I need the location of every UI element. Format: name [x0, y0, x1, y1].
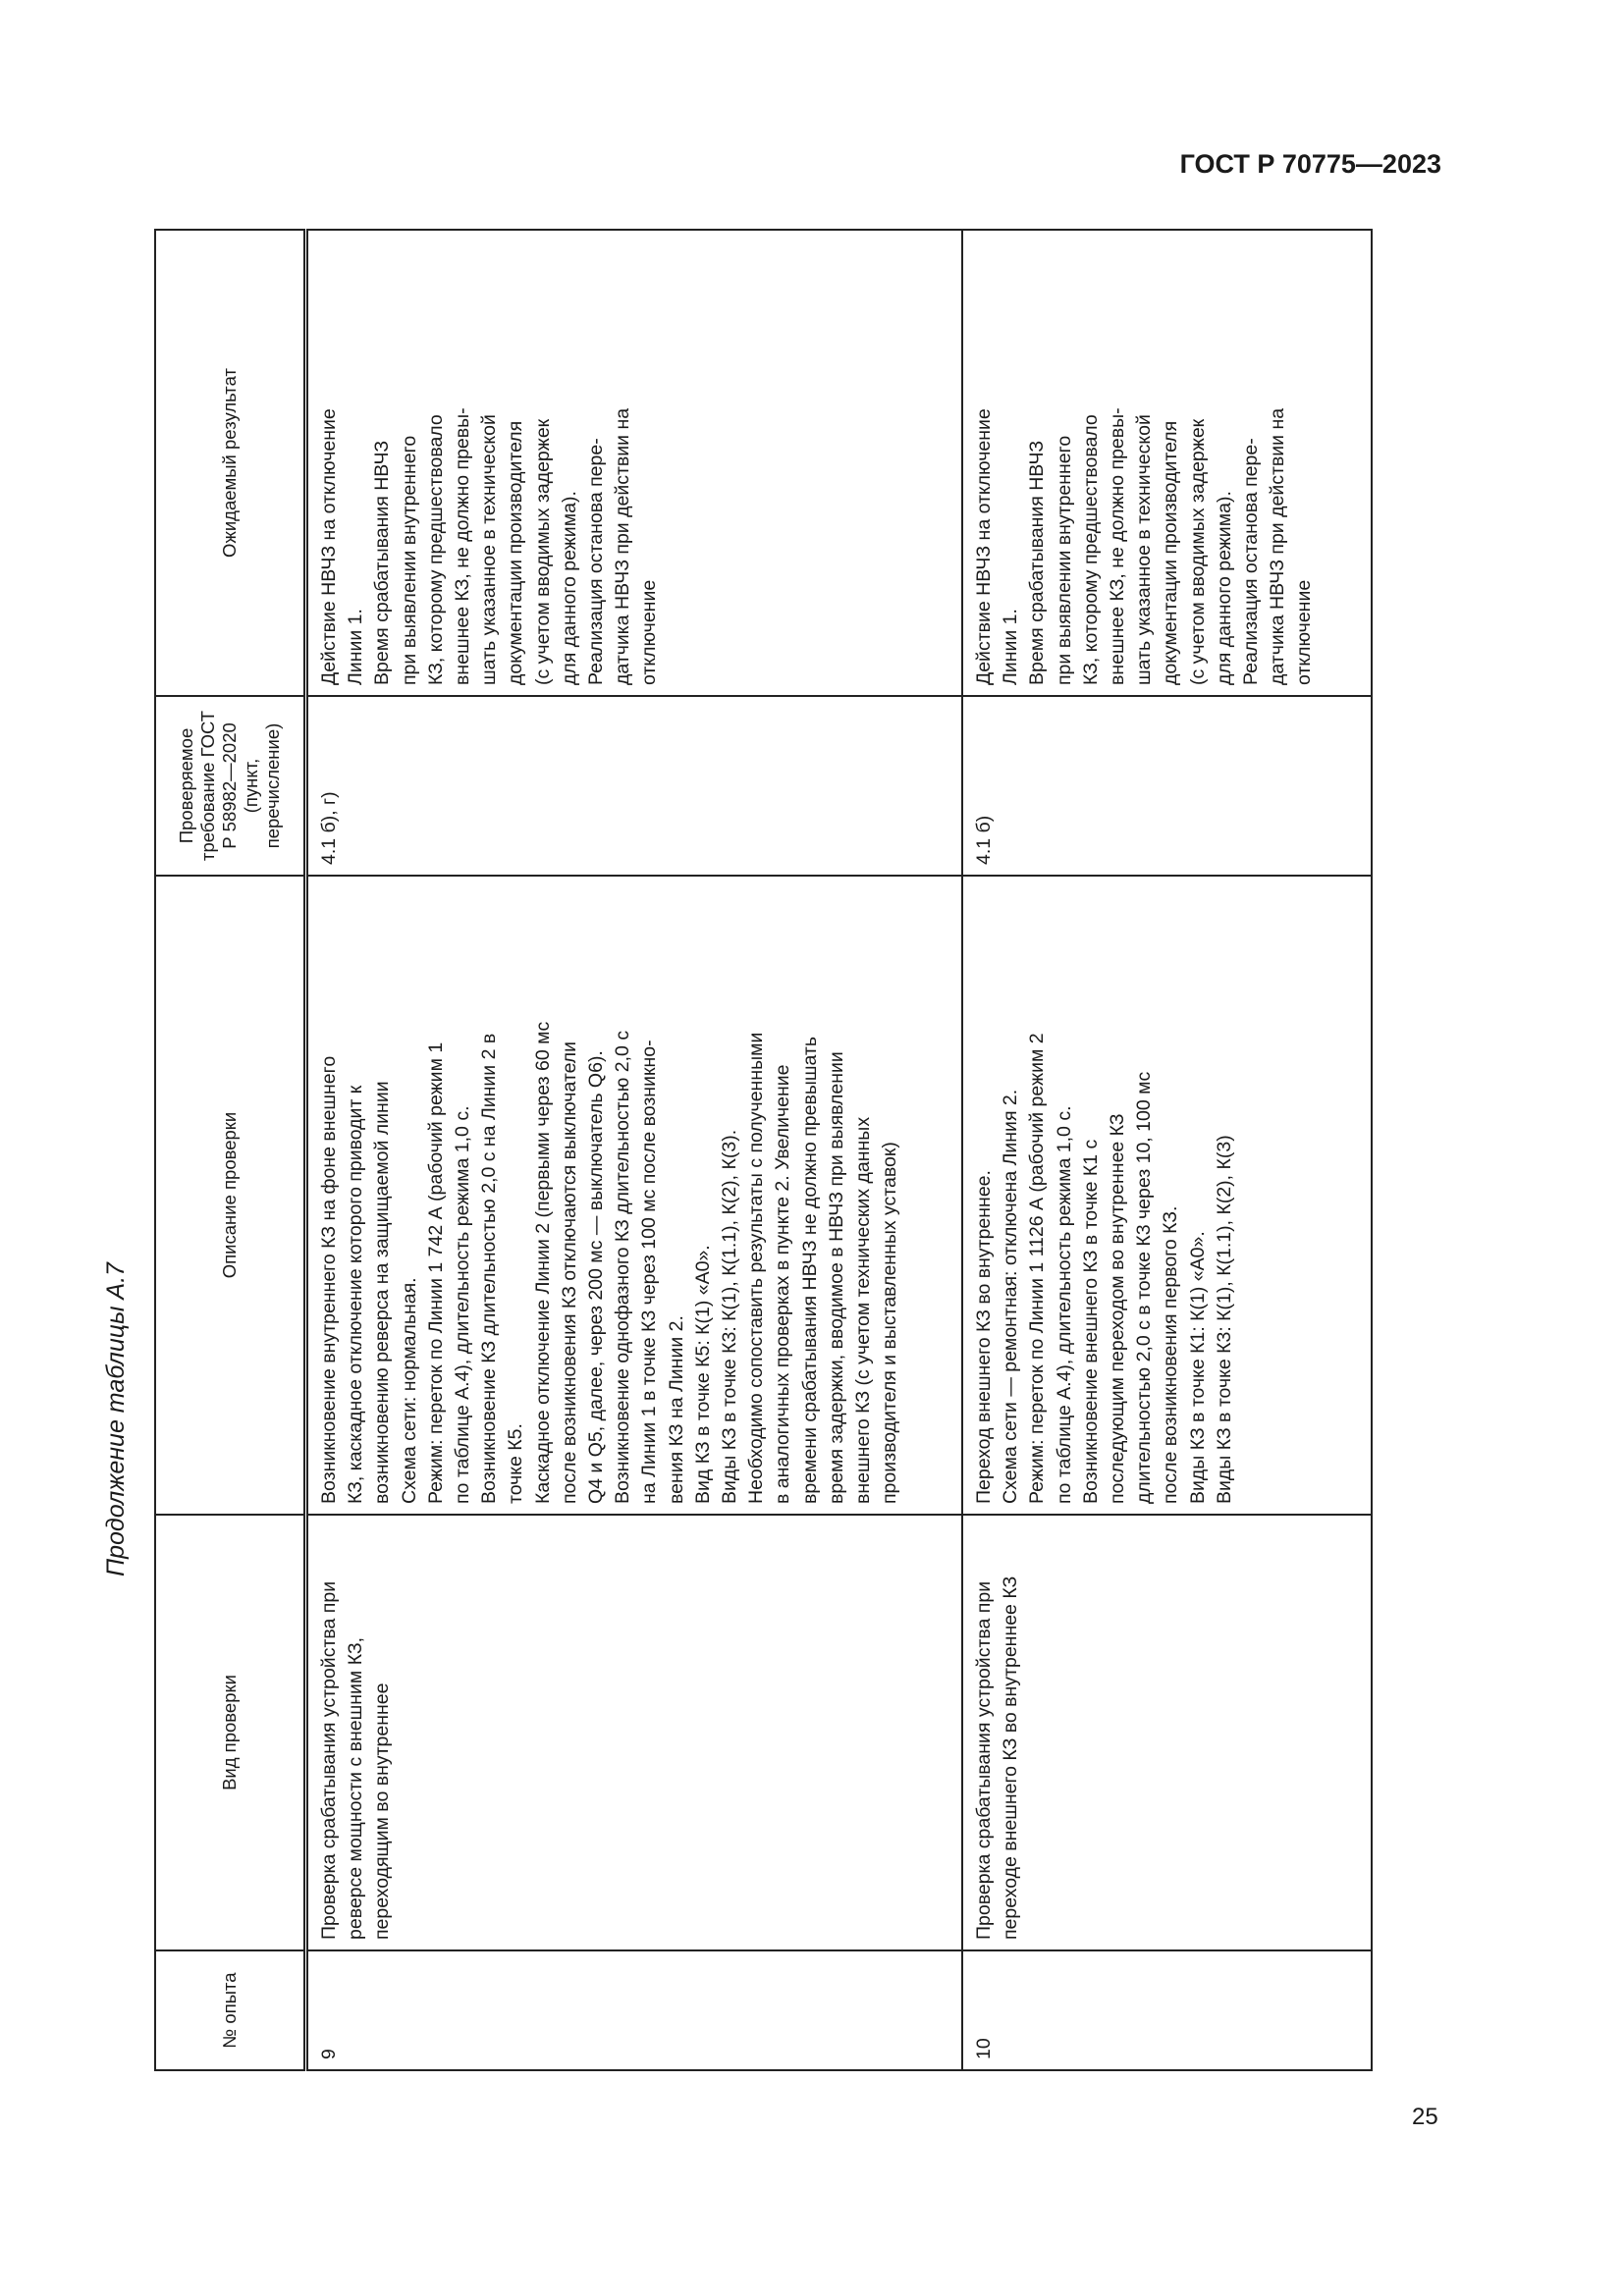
- table-row: [306, 230, 963, 2070]
- text-line: Возникновение внутреннего КЗ на фоне внешнего: [318, 1055, 340, 1504]
- text-line: датчика НВЧЗ при действии на: [1267, 407, 1289, 685]
- header-result: Ожидаемый результат: [155, 230, 306, 696]
- text-line: Схема сети — ремонтная: отключена Линия 2.: [1000, 1089, 1022, 1504]
- text-line: документации производителя: [1160, 420, 1182, 685]
- cell-description: [306, 876, 963, 1515]
- text-line: для данного режима).: [1213, 491, 1235, 685]
- text-line: документации производителя: [505, 420, 527, 685]
- text-line: Необходимо сопоставить результаты с полученными: [745, 1032, 768, 1504]
- text-line: времени срабатывания НВЧЗ не должно превышать: [798, 1037, 821, 1504]
- text-line: отключение: [1293, 579, 1316, 685]
- text-line: по таблице А.4), длительность режима 1,0 с.: [1053, 1105, 1075, 1504]
- text-line: КЗ, которому предшествовало: [1079, 414, 1102, 685]
- text-line: шать указанное в технической: [478, 414, 501, 685]
- header-requirement: Проверяемое требование ГОСТ Р 58982—2020 (пункт, перечисление): [155, 696, 306, 876]
- text-line: после возникновения КЗ отключаются выключатели: [558, 1041, 580, 1504]
- text-line: Возникновение внешнего КЗ в точке К1 с: [1079, 1139, 1102, 1504]
- text-line: производителя и выставленных уставок): [879, 1142, 901, 1504]
- text-line: Схема сети: нормальная.: [398, 1277, 420, 1504]
- table-caption: Продолжение таблицы А.7: [102, 1262, 130, 1576]
- text-line: вения КЗ на Линии 2.: [665, 1315, 687, 1504]
- text-line: КЗ, каскадное отключение которого приводит к: [345, 1085, 367, 1504]
- cell-type: Проверка срабатывания устройства при реверсе мощности с внешним КЗ, переходящим во внутреннее: [306, 1515, 963, 1950]
- text-line: Виды КЗ в точке К1: К(1) «А0».: [1186, 1231, 1209, 1504]
- table-row: [962, 230, 1372, 2070]
- text-line: длительностью 2,0 с в точке К3 через 10, 100 мс: [1133, 1071, 1156, 1504]
- text-line: Виды КЗ в точке К3: К(1), К(1.1), К(2), К(3).: [719, 1129, 741, 1504]
- text-line: датчика НВЧЗ при действии на: [612, 407, 634, 685]
- cell-result: [962, 230, 1372, 696]
- text-line: Время срабатывания НВЧЗ: [371, 440, 394, 685]
- text-line: Действие НВЧЗ на отключение: [318, 408, 340, 685]
- experiments-table: [154, 229, 1373, 2071]
- text-line: последующим переходом во внутреннее КЗ: [1107, 1113, 1129, 1504]
- header-type: Вид проверки: [155, 1515, 306, 1950]
- text-line: Каскадное отключение Линии 2 (первыми через 60 мс: [531, 1021, 554, 1504]
- cell-requirement: 4.1 б): [962, 696, 1372, 876]
- text-line: Виды КЗ в точке К3: К(1), К(1.1), К(2), К(3): [1213, 1135, 1235, 1504]
- text-line: внешнее КЗ, не должно превы-: [1107, 407, 1129, 685]
- cell-requirement: 4.1 б), г): [306, 696, 963, 876]
- cell-num: 9: [306, 1950, 963, 2070]
- text-line: в аналогичных проверках в пункте 2. Увеличение: [772, 1064, 794, 1504]
- text-line: Реализация останова пере-: [585, 438, 608, 685]
- text-line: время задержки, вводимое в НВЧЗ при выявлении: [825, 1051, 847, 1504]
- header-num: № опыта: [155, 1950, 306, 2070]
- text-line: для данного режима).: [558, 491, 580, 685]
- text-line: Режим: переток по Линии 1 1126 А (рабочий режим 2: [1026, 1033, 1049, 1504]
- text-line: при выявлении внутреннего: [1053, 435, 1075, 685]
- text-line: на Линии 1 в точке К3 через 100 мс после возникно-: [638, 1040, 661, 1504]
- text-line: точке К5.: [505, 1423, 527, 1504]
- text-line: (с учетом вводимых задержек: [1186, 418, 1209, 685]
- text-line: внешнего КЗ (с учетом технических данных: [852, 1116, 875, 1504]
- cell-num: 10: [962, 1950, 1372, 2070]
- text-line: Возникновение однофазного КЗ длительностью 2,0 с: [612, 1030, 634, 1504]
- text-line: (с учетом вводимых задержек: [531, 418, 554, 685]
- page-number: 25: [1412, 2104, 1438, 2130]
- rotated-table-container: [154, 231, 1383, 2071]
- text-line: внешнее КЗ, не должно превы-: [452, 407, 474, 685]
- text-line: Линии 1.: [345, 609, 367, 685]
- text-line: шать указанное в технической: [1133, 414, 1156, 685]
- text-line: Линии 1.: [1000, 609, 1022, 685]
- text-line: после возникновения первого КЗ.: [1160, 1205, 1182, 1504]
- text-line: Q4 и Q5, далее, через 200 мс — выключатель Q6).: [585, 1050, 608, 1504]
- text-line: отключение: [638, 579, 661, 685]
- text-line: Режим: переток по Линии 1 742 А (рабочий режим 1: [424, 1041, 447, 1504]
- text-line: КЗ, которому предшествовало: [424, 414, 447, 685]
- text-line: Вид КЗ в точке К5: К(1) «А0».: [691, 1245, 714, 1504]
- text-line: Возникновение КЗ длительностью 2,0 с на Линии 2 в: [478, 1033, 501, 1504]
- text-line: Действие НВЧЗ на отключение: [973, 408, 995, 685]
- text-line: при выявлении внутреннего: [398, 435, 420, 685]
- text-line: возникновению реверса на защищаемой линии: [371, 1081, 394, 1504]
- header-description: Описание проверки: [155, 876, 306, 1515]
- cell-result: [306, 230, 963, 696]
- document-code: ГОСТ Р 70775—2023: [1179, 149, 1441, 179]
- text-line: Время срабатывания НВЧЗ: [1026, 440, 1049, 685]
- text-line: по таблице А.4), длительность режима 1,0 с.: [452, 1105, 474, 1504]
- table-header-row: [155, 230, 306, 2070]
- cell-type: Проверка срабатывания устройства при переходе внешнего КЗ во внутреннее КЗ: [962, 1515, 1372, 1950]
- text-line: Реализация останова пере-: [1240, 438, 1263, 685]
- text-line: Переход внешнего КЗ во внутреннее.: [973, 1170, 995, 1504]
- cell-description: [962, 876, 1372, 1515]
